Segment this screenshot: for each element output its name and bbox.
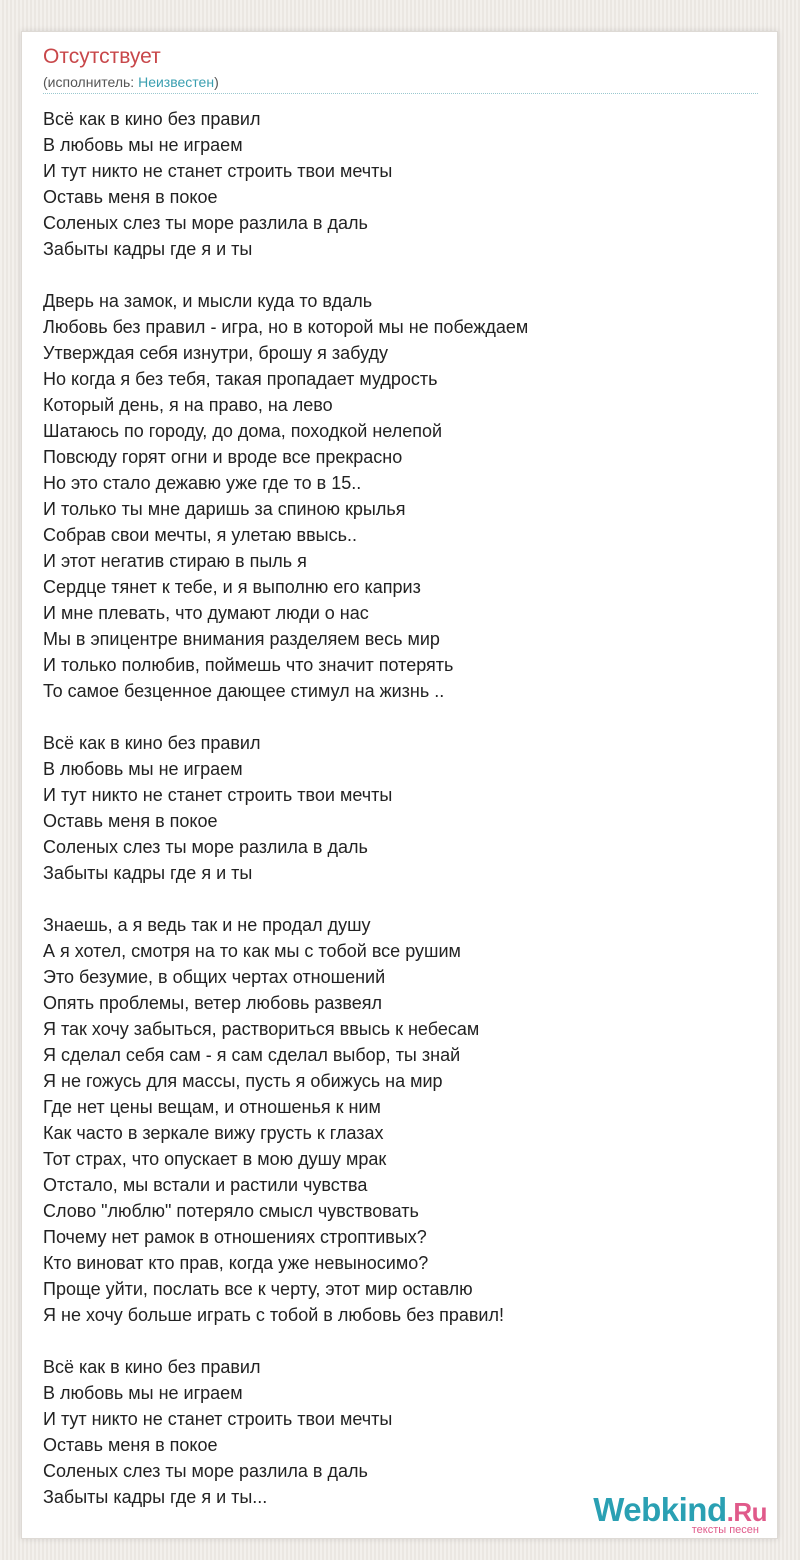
- lyric-line: Забыты кадры где я и ты...: [43, 1487, 268, 1507]
- lyric-line: Отстало, мы встали и растили чувства: [43, 1175, 368, 1195]
- lyric-line: Как часто в зеркале вижу грусть к глазах: [43, 1123, 384, 1143]
- lyric-line: И тут никто не станет строить твои мечты: [43, 1409, 393, 1429]
- lyric-line: Где нет цены вещам, и отношенья к ним: [43, 1097, 381, 1117]
- lyric-line: Я так хочу забыться, раствориться ввысь к небесам: [43, 1019, 480, 1039]
- lyric-line: Утверждая себя изнутри, брошу я забуду: [43, 343, 388, 363]
- logo-main-text: Webkind: [593, 1491, 727, 1528]
- lyric-line: Забыты кадры где я и ты: [43, 239, 253, 259]
- lyric-line: В любовь мы не играем: [43, 135, 243, 155]
- lyric-line: В любовь мы не играем: [43, 759, 243, 779]
- lyric-stanza: [43, 288, 758, 704]
- artist-link[interactable]: Неизвестен: [138, 74, 215, 90]
- lyric-line: Соленых слез ты море разлила в даль: [43, 837, 368, 857]
- artist-suffix: ): [214, 74, 219, 90]
- artist-line: [43, 73, 219, 91]
- logo-tagline: тексты песен: [691, 1524, 759, 1536]
- lyric-stanza: [43, 730, 758, 886]
- lyric-line: Но это стало дежавю уже где то в 15..: [43, 473, 362, 493]
- lyrics-card: [21, 31, 778, 1539]
- lyric-line: Это безумие, в общих чертах отношений: [43, 967, 386, 987]
- lyric-line: Слово "люблю" потеряло смысл чувствовать: [43, 1201, 419, 1221]
- lyric-line: Который день, я на право, на лево: [43, 395, 333, 415]
- lyric-stanza: [43, 106, 758, 262]
- artist-prefix: (исполнитель:: [43, 74, 139, 90]
- lyric-line: Дверь на замок, и мысли куда то вдаль: [43, 291, 373, 311]
- lyric-line: Оставь меня в покое: [43, 811, 218, 831]
- lyric-line: Повсюду горят огни и вроде все прекрасно: [43, 447, 403, 467]
- lyric-line: Всё как в кино без правил: [43, 109, 261, 129]
- logo-tld-text: .Ru: [726, 1497, 767, 1527]
- lyric-line: А я хотел, смотря на то как мы с тобой все рушим: [43, 941, 461, 961]
- lyric-line: Всё как в кино без правил: [43, 733, 261, 753]
- lyric-line: Соленых слез ты море разлила в даль: [43, 1461, 368, 1481]
- lyric-line: И только ты мне даришь за спиною крылья: [43, 499, 406, 519]
- lyric-line: Я не гожусь для массы, пусть я обижусь на мир: [43, 1071, 443, 1091]
- lyric-line: Любовь без правил - игра, но в которой мы не побеждаем: [43, 317, 529, 337]
- lyric-line: Мы в эпицентре внимания разделяем весь мир: [43, 629, 440, 649]
- lyric-line: Я сделал себя сам - я сам сделал выбор, ты знай: [43, 1045, 461, 1065]
- lyric-line: Собрав свои мечты, я улетаю ввысь..: [43, 525, 357, 545]
- lyric-line: В любовь мы не играем: [43, 1383, 243, 1403]
- lyric-line: Тот страх, что опускает в мою душу мрак: [43, 1149, 387, 1169]
- lyric-line: Опять проблемы, ветер любовь развеял: [43, 993, 383, 1013]
- lyric-line: Оставь меня в покое: [43, 187, 218, 207]
- lyric-line: И мне плевать, что думают люди о нас: [43, 603, 369, 623]
- lyric-line: Я не хочу больше играть с тобой в любовь без правил!: [43, 1305, 504, 1325]
- lyric-line: Кто виноват кто прав, когда уже невыносимо?: [43, 1253, 429, 1273]
- lyric-line: Всё как в кино без правил: [43, 1357, 261, 1377]
- song-title: Отсутствует: [43, 45, 161, 68]
- site-logo[interactable]: [577, 1492, 767, 1536]
- lyric-line: И этот негатив стираю в пыль я: [43, 551, 307, 571]
- lyric-line: Но когда я без тебя, такая пропадает мудрость: [43, 369, 438, 389]
- lyric-line: И тут никто не станет строить твои мечты: [43, 785, 393, 805]
- lyric-line: Проще уйти, послать все к черту, этот мир оставлю: [43, 1279, 473, 1299]
- lyric-line: И только полюбив, поймешь что значит потерять: [43, 655, 454, 675]
- lyric-line: То самое безценное дающее стимул на жизнь ..: [43, 681, 445, 701]
- lyric-line: Забыты кадры где я и ты: [43, 863, 253, 883]
- header-divider: [43, 93, 758, 94]
- lyric-line: Шатаюсь по городу, до дома, походкой нелепой: [43, 421, 443, 441]
- lyric-line: Оставь меня в покое: [43, 1435, 218, 1455]
- lyric-line: Почему нет рамок в отношениях строптивых?: [43, 1227, 427, 1247]
- lyric-stanza: [43, 912, 758, 1328]
- lyric-line: Сердце тянет к тебе, и я выполню его каприз: [43, 577, 421, 597]
- lyric-stanza: [43, 1354, 758, 1510]
- lyric-line: И тут никто не станет строить твои мечты: [43, 161, 393, 181]
- lyric-line: Соленых слез ты море разлила в даль: [43, 213, 368, 233]
- lyrics-body: [43, 106, 758, 1536]
- lyric-line: Знаешь, а я ведь так и не продал душу: [43, 915, 371, 935]
